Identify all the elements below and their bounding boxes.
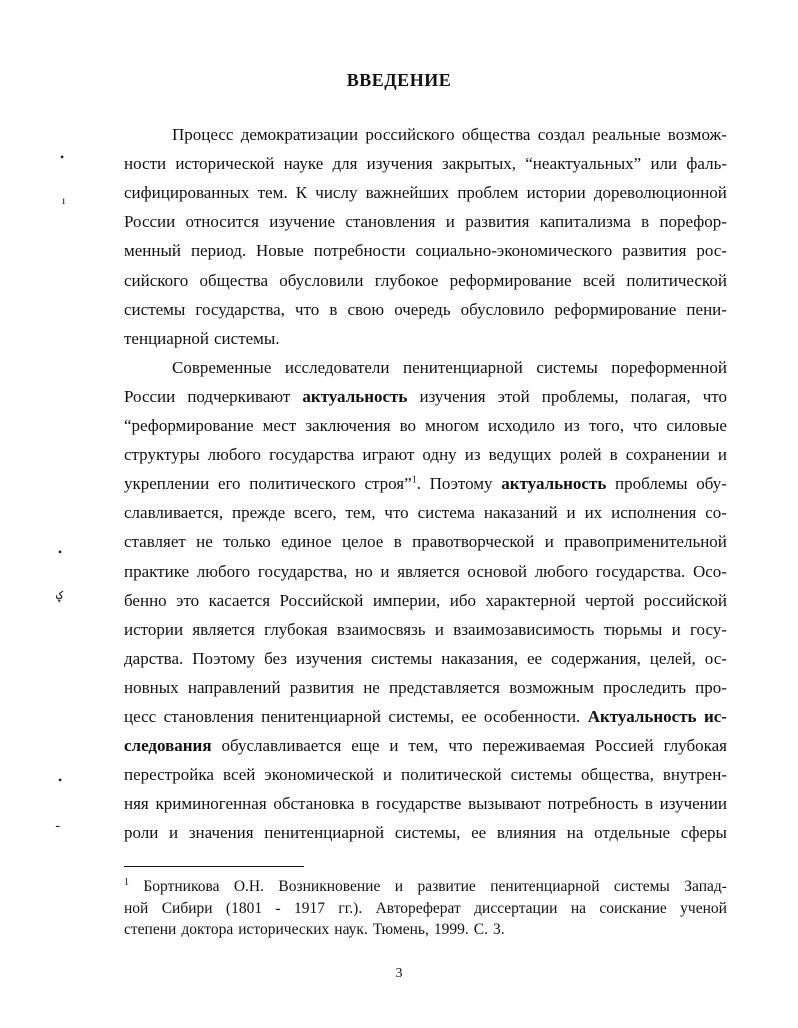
text-line: укреплении его политического строя”$^1$. Поэтому актуальность проблемы обу- (124, 474, 727, 494)
scan-artifact: • (58, 773, 63, 787)
text-line: Процесс демократизации российского общества создал реальные возмож- (172, 125, 727, 144)
text-line: цесс становления пенитенциарной системы, ее особенности. Актуальность ис- (124, 707, 727, 726)
text-line: истории является глубокая взаимосвязь и взаимозависимость тюрьмы и госу- (124, 619, 727, 639)
text-line: следования обуславливается еще и тем, что переживаемая Россией глубокая (124, 736, 727, 756)
text-line: структуры любого государства играют одну из ведущих ролей в сохранении и (124, 445, 727, 465)
text-line: няя криминогенная обстановка в государстве вызывают потребность в изучении (124, 794, 727, 814)
text-line: перестройка всей экономической и политической системы общества, внутрен- (124, 765, 727, 785)
text-line: тенциарной системы. (124, 328, 280, 348)
text-line: ности исторической науке для изучения закрытых, “неактуальных” или фаль- (124, 154, 727, 174)
text-line: дарства. Поэтому без изучения системы наказания, ее содержания, целей, ос- (124, 648, 727, 668)
text-line: бенно это касается Российской империи, ибо характерной чертой российской (124, 590, 727, 610)
text-line: России подчеркивают актуальность изучения этой проблемы, полагая, что (124, 386, 727, 406)
text-line: практике любого государства, но и является основой любого государства. Осо- (124, 561, 727, 581)
footnote-separator (124, 866, 304, 867)
text-line: системы государства, что в свою очередь обусловило реформирование пени- (124, 299, 727, 319)
footnote-line: степени доктора исторических наук. Тюмень, 1999. С. 3. (124, 921, 505, 938)
text-line: сифицированных тем. К числу важнейших проблем истории дореволюционной (124, 183, 727, 203)
text-line: роли и значения пенитенциарной системы, ее влияния на отдельные сферы (124, 823, 727, 843)
scan-artifact: • (60, 150, 65, 164)
text-line: России относится изучение становления и развития капитализма в порефор- (124, 212, 727, 232)
page-title: ВВЕДЕНИЕ (346, 70, 452, 90)
text-line: сийского общества обусловили глубокое реформирование всей политической (124, 270, 727, 290)
scan-artifact: ـ (56, 816, 60, 830)
text-line: новных направлений развития не представляется возможным проследить про- (124, 677, 727, 697)
text-line: “реформирование мест заключения во многом исходило из того, что силовые (124, 416, 727, 435)
text-line: менный период. Новые потребности социально-экономического развития рос- (124, 241, 727, 261)
scan-artifact: ؼ (56, 588, 64, 602)
text-line: ставляет не только единое целое в правотворческой и правоприменительной (124, 532, 727, 552)
scan-artifact: • (58, 545, 63, 559)
text-line: Современные исследователи пенитенциарной системы пореформенной (172, 357, 727, 377)
scan-artifact: ı (62, 193, 66, 207)
footnote-line: ной Сибири (1801 - 1917 гг.). Автореферат диссертации на соискание ученой (124, 899, 727, 917)
footnote-line: $^1$ Бортникова О.Н. Возникновение и развитие пенитенциарной системы Запад- (124, 876, 727, 895)
text-line: славливается, прежде всего, тем, что система наказаний и их исполнения со- (124, 503, 727, 523)
page-number: 3 (395, 966, 403, 981)
